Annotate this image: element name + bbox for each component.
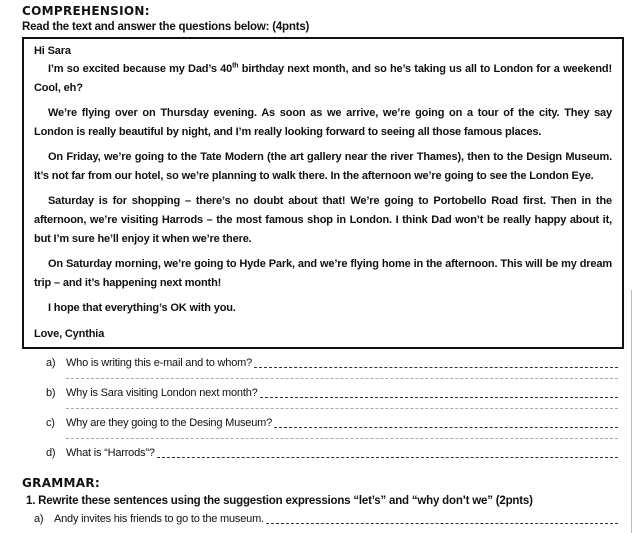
email-text-box (22, 37, 624, 349)
item-label: a) (34, 513, 44, 525)
paragraph-3: On Friday, we’re going to the Tate Modern (the art gallery near the river Thames), then to the Design Museum. It’s not far from our hotel, so we’re planning to walk there. In the afternoon we’re going to see the London Eye. (34, 151, 612, 182)
q-label: b) (46, 387, 56, 399)
paragraph-4: Saturday is for shopping – there’s no doubt about that! We’re going to Portobello Road first. Then in the afternoon, we’re visiting Harrods – the most famous shop in London. I think Dad won’t be really happy about it, but I’m sure he’ll enjoy it when we’re there. (34, 195, 612, 245)
comprehension-heading: COMPREHENSION: (22, 4, 150, 18)
q-text: Why are they going to the Desing Museum? (66, 417, 273, 429)
greeting: Hi Sara (34, 45, 71, 57)
item-text: Andy invites his friends to go to the museum. (54, 513, 264, 525)
q-text: Why is Sara visiting London next month? (66, 387, 258, 399)
page-edge (631, 290, 632, 533)
answer-line[interactable] (254, 355, 618, 368)
q-text: Who is writing this e-mail and to whom? (66, 357, 252, 369)
question-a (46, 355, 618, 371)
q-text: What is “Harrods”? (66, 447, 155, 459)
paragraph-6: I hope that everything’s OK with you. (48, 302, 236, 314)
question-c (46, 415, 618, 431)
p1-text: I’m so excited because my Dad’s 40 (48, 63, 233, 75)
answer-line[interactable] (266, 511, 618, 524)
answer-line[interactable] (157, 445, 618, 458)
q-label: c) (46, 417, 55, 429)
q-label: d) (46, 447, 56, 459)
p1-sup: th (232, 62, 239, 70)
q-label: a) (46, 357, 56, 369)
grammar-heading: GRAMMAR: (22, 476, 100, 490)
signoff: Love, Cynthia (34, 328, 105, 340)
question-b (46, 385, 618, 401)
paragraph-1 (34, 60, 612, 98)
question-d (46, 445, 618, 461)
answer-line[interactable] (66, 378, 618, 379)
answer-line[interactable] (66, 408, 618, 409)
p1-text-2: birthday next month, and so he’s taking us all to London for a weekend! Cool, eh? (34, 63, 613, 94)
answer-line[interactable] (66, 438, 618, 439)
paragraph-5: On Saturday morning, we’re going to Hyde Park, and we’re flying home in the afternoon. This will be my dream trip – and it’s happening next month! (34, 258, 612, 289)
paragraph-2: We’re flying over on Thursday evening. As soon as we arrive, we’re going on a tour of the city. They say London is really beautiful by night, and I’m really looking forward to seeing all those famous places. (34, 107, 612, 138)
grammar-item-a (34, 511, 618, 527)
answer-line[interactable] (274, 415, 618, 428)
comprehension-instruction: Read the text and answer the questions below: (4pnts) (22, 21, 310, 33)
grammar-task: 1. Rewrite these sentences using the suggestion expressions “let’s” and “why don’t we” (2pnts) (26, 495, 533, 507)
answer-line[interactable] (260, 385, 618, 398)
